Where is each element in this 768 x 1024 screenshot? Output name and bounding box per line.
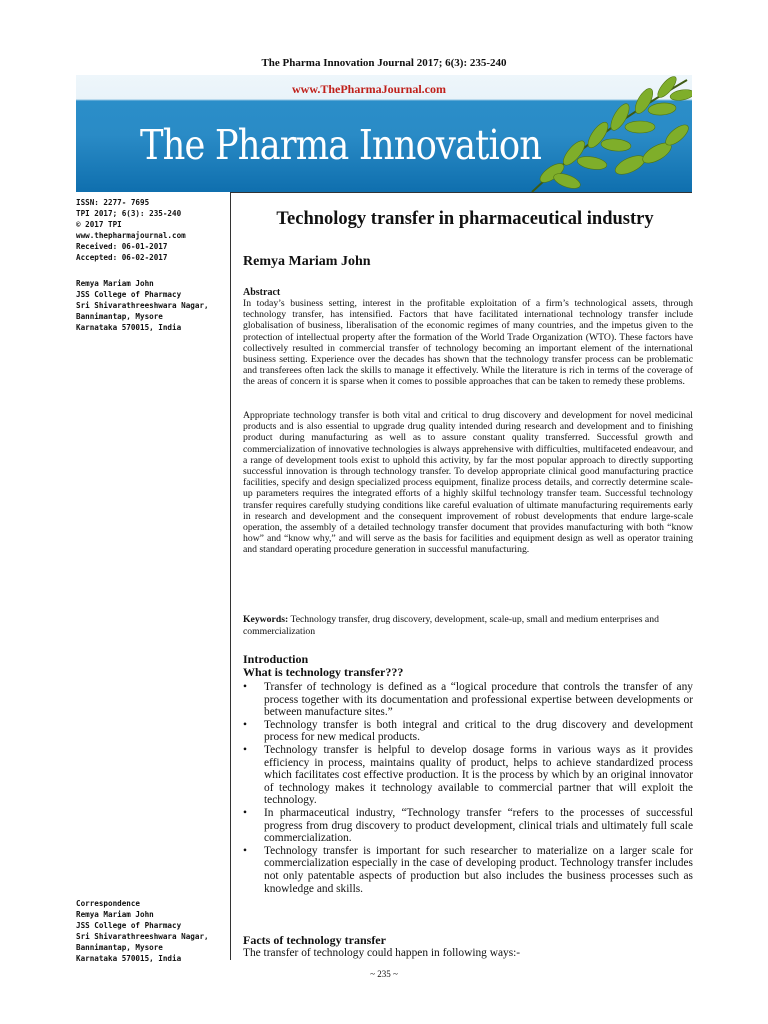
affiliation-line: Remya Mariam John	[76, 279, 154, 288]
correspondence	[76, 898, 226, 964]
correspondence-line: Remya Mariam John	[76, 910, 154, 919]
author-name: Remya Mariam John	[243, 254, 371, 269]
journal-citation: The Pharma Innovation Journal 2017; 6(3): 235-240	[261, 57, 507, 69]
correspondence-line: Bannimantap, Mysore	[76, 943, 163, 952]
affiliation-line: Bannimantap, Mysore	[76, 312, 163, 321]
page-number: ~ 235 ~	[370, 969, 398, 979]
list-item: • Technology transfer is important for such researcher to materialize on a larger scale for commercialization especially in the case of developing product. Technology transfer includes not only patentable aspects of production but also includes the business processes such as knowledge and skills.	[243, 845, 693, 895]
correspondence-line: JSS College of Pharmacy	[76, 921, 182, 930]
affiliation-line: Sri Shivarathreeshwara Nagar,	[76, 301, 209, 310]
journal-url[interactable]: www.ThePharmaJournal.com	[292, 82, 446, 96]
citation: TPI 2017; 6(3): 235-240	[76, 209, 182, 218]
correspondence-line: Sri Shivarathreeshwara Nagar,	[76, 932, 209, 941]
list-item: • Technology transfer is helpful to develop dosage forms in various ways as it provides efficiency in process, maintains quality of product, helps to achieve standardized process which facilitates cost effective production. It is the process by which by an original innovator of technology makes it technology available to commercial partner that will exploit the technology.	[243, 744, 693, 807]
keywords	[243, 614, 693, 638]
issn: ISSN: 2277- 7695	[76, 198, 150, 207]
list-item: • In pharmaceutical industry, “Technology transfer “refers to the processes of successful progress from drug discovery to product development, clinical trials and ultimately full scale commercialization.	[243, 807, 693, 845]
author-affiliation	[76, 278, 226, 333]
article-metadata	[76, 197, 226, 263]
list-item: • Transfer of technology is defined as a “logical procedure that controls the transfer of any process together with its documentation and professional expertise between developments or between manufacture sites.”	[243, 681, 693, 719]
section-heading: Introduction	[243, 652, 309, 666]
affiliation-line: JSS College of Pharmacy	[76, 290, 182, 299]
accepted-date: Accepted: 06-02-2017	[76, 253, 168, 262]
abstract-paragraph: In today’s business setting, interest in the profitable exploitation of a firm’s technological assets, through technology transfer, has intensified. Factors that have facilitated international technology transfer include globalisation of business, liberalisation of the economic regimes of many countries, and the impetus given to the protection of intellectual property after the formation of the World Trade Organization (WTO). These factors have collectively resulted in commercial transfer of technology becoming an important element of the international business setting. Experience over the decades has shown that the technology transfer process can be problematic and transferees often lack the skills to manage it effectively. While the literature is rich in terms of the coverage of the areas of concern it is sparse when it comes to possible approaches that can be taken to remedy these problems.	[243, 298, 693, 388]
correspondence-line: Karnataka 570015, India	[76, 954, 182, 963]
abstract-paragraph: Appropriate technology transfer is both vital and critical to drug discovery and development for novel medicinal products and is also essential to upgrade drug quality intended during research and development and to finishing product during manufacturing as well as to assure constant quality transferred. Successful growth and commercialization of innovative technologies is always apprehensive with difficulties, multifaceted endeavour, and a range of development tools exist to uphold this activity, by far the most popular approach to directly supporting successful innovation is through technology transfer. To develop appropriate clinical good manufacturing practice facilities, specify and design specialized process equipment, finalize process details, and correctly determine scale-up parameters requires the integrated efforts of a highly skilful technology transfer team. Successful technology transfer requires carefully studying conditions like careful evaluation of ultimate manufacturing requirements early in research and development and the consequent improvement of robust developments that endure large-scale operation, the assembly of a detailed technology transfer document that provides manufacturing with both “know how” and “know why,” and will serve as the basis for facilities and equipment design as well as operator training and standard operating procedure generation in successful manufacturing.	[243, 410, 693, 556]
facts-heading: Facts of technology transfer	[243, 933, 386, 947]
affiliation-line: Karnataka 570015, India	[76, 323, 182, 332]
header-rule	[230, 192, 692, 193]
banner-title: The Pharma Innovation	[140, 121, 542, 169]
correspondence-label: Correspondence	[76, 899, 141, 908]
paper-title: Technology transfer in pharmaceutical industry	[276, 209, 654, 229]
keywords-label: Keywords:	[243, 614, 289, 625]
abstract-heading: Abstract	[243, 287, 281, 298]
facts-text: The transfer of technology could happen in following ways:-	[243, 947, 521, 959]
received-date: Received: 06-01-2017	[76, 242, 168, 251]
leaves-illustration	[512, 75, 692, 192]
list-item: • Technology transfer is both integral and critical to the drug discovery and development process for new medical products.	[243, 719, 693, 744]
copyright: © 2017 TPI	[76, 220, 122, 229]
keywords-text: Technology transfer, drug discovery, development, scale-up, small and medium enterprises and commercialization	[243, 614, 659, 637]
website-link[interactable]: www.thepharmajournal.com	[76, 231, 186, 240]
bullet-list	[243, 681, 693, 895]
sidebar-rule	[230, 192, 231, 960]
introduction-heading	[243, 653, 693, 679]
subsection-heading: What is technology transfer???	[243, 665, 404, 679]
journal-banner	[76, 75, 692, 192]
